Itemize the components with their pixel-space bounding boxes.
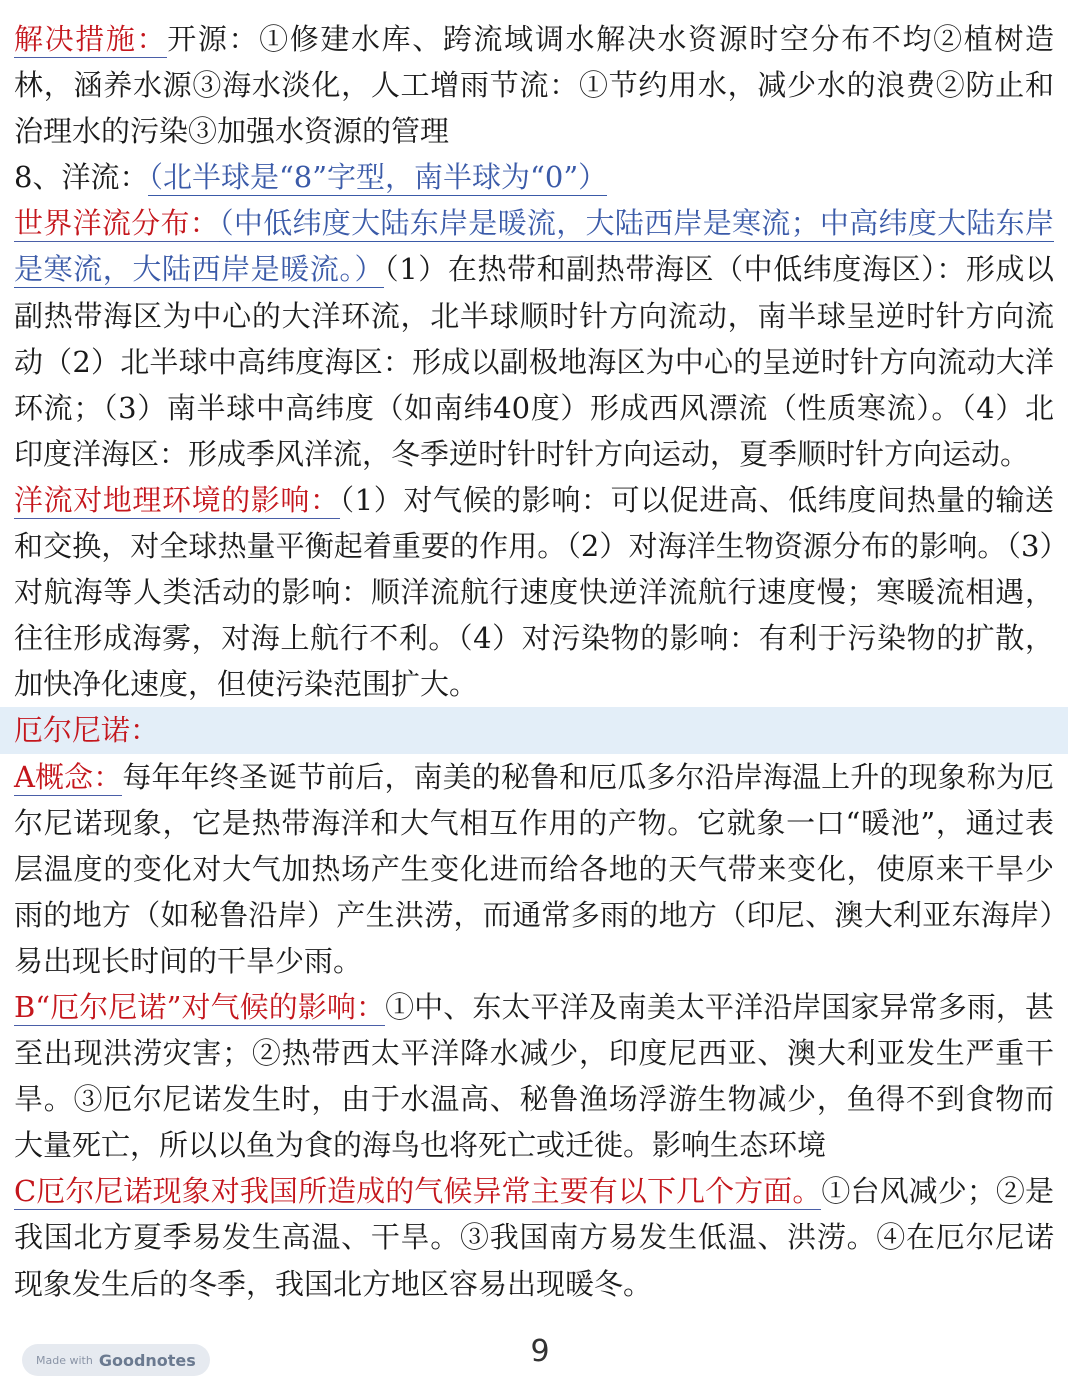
badge-made-with: Made with: [36, 1353, 93, 1367]
china-effect-paragraph: [14, 1168, 1054, 1306]
distribution-paragraph: [14, 200, 1054, 477]
concept-paragraph: [14, 754, 1054, 984]
impact-paragraph: [14, 477, 1054, 707]
china-effect-label: C厄尔尼诺现象对我国所造成的气候异常主要有以下几个方面。: [14, 1174, 822, 1209]
page-number: 9: [530, 1334, 550, 1369]
badge-brand: Goodnotes: [98, 1350, 196, 1370]
climate-effect-text: ①中、东太平洋及南美太平洋沿岸国家异常多雨，甚至出现洪涝灾害；②热带西太平洋降水减少，印度尼西亚、澳大利亚发生严重干旱。③厄尔尼诺发生时，由于水温高、秘鲁渔场浮游生物减少，鱼得不到食物而大量死亡，所以以鱼为食的海鸟也将死亡或迁徙。影响生态环境: [14, 989, 1054, 1163]
measures-text: 开源：①修建水库、跨流域调水解决水资源时空分布不均②植树造林，涵养水源③海水淡化，人工增雨节流：①节约用水，减少水的浪费②防止和治理水的污染③加强水资源的管理: [14, 22, 1054, 149]
currents-note: （北半球是“8”字型，南半球为“0”）: [148, 160, 608, 195]
measures-label: 解决措施：: [14, 22, 168, 56]
document-page: [14, 16, 1054, 1307]
elnino-heading: [0, 707, 1068, 753]
currents-prefix: 8、洋流：: [14, 160, 149, 195]
impact-label: 洋流对地理环境的影响：: [14, 482, 340, 517]
impact-text: （1）对气候的影响：可以促进高、低纬度间热量的输送和交换，对全球热量平衡起着重要的作用。（2）对海洋生物资源分布的影响。（3）对航海等人类活动的影响：顺洋流航行速度快逆洋流航行速度慢；寒暖流相遇，往往形成海雾，对海上航行不利。（4）对污染物的影响：有利于污染物的扩散，加快净化速度，但使污染范围扩大。: [14, 482, 1054, 702]
concept-text: 每年年终圣诞节前后，南美的秘鲁和厄瓜多尔沿岸海温上升的现象称为厄尔尼诺现象，它是热带海洋和大气相互作用的产物。它就象一口“暖池”，通过表层温度的变化对大气加热场产生变化进而给各地的天气带来变化，使原来干旱少雨的地方（如秘鲁沿岸）产生洪涝，而通常多雨的地方（印尼、澳大利亚东海岸）易出现长时间的干旱少雨。: [14, 759, 1054, 978]
climate-effect-label: B“厄尔尼诺”对气候的影响：: [14, 989, 386, 1024]
concept-label: A概念：: [14, 759, 123, 794]
distribution-label: 世界洋流分布：: [14, 206, 220, 241]
climate-effect-paragraph: [14, 984, 1054, 1168]
distribution-note: （中低纬度大陆东岸是暖流，大陆西岸是寒流；中高纬度大陆东岸是寒流，大陆西岸是暖流。）: [14, 206, 1054, 287]
currents-paragraph: [14, 154, 1054, 200]
china-effect-text: ①台风减少；②是我国北方夏季易发生高温、干旱。③我国南方易发生低温、洪涝。④在厄尔尼诺现象发生后的冬季，我国北方地区容易出现暖冬。: [14, 1174, 1054, 1301]
distribution-text: （1）在热带和副热带海区（中低纬度海区）：形成以副热带海区为中心的大洋环流，北半球顺时针方向流动，南半球呈逆时针方向流动（2）北半球中高纬度海区：形成以副极地海区为中心的呈逆时针方向流动大洋环流；（3）南半球中高纬度（如南纬40度）形成西风漂流（性质寒流）。（4）北印度洋海区：形成季风洋流，冬季逆时针时针方向运动，夏季顺时针方向运动。: [14, 252, 1054, 471]
measures-paragraph: [14, 16, 1054, 154]
elnino-heading-text: 厄尔尼诺：: [14, 713, 160, 748]
